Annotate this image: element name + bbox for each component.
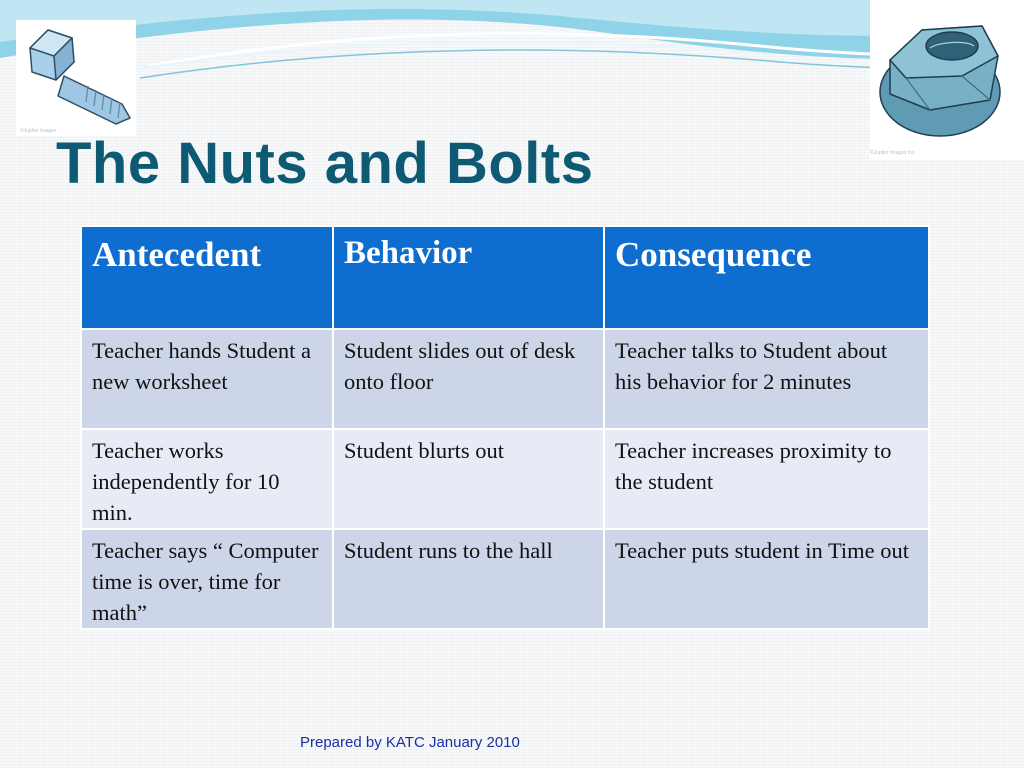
table-cell: Student runs to the hall bbox=[333, 529, 604, 629]
table-cell: Student blurts out bbox=[333, 429, 604, 529]
table-row bbox=[81, 329, 929, 429]
nut-image-credit: ©Jupiter Images Inc. bbox=[870, 150, 916, 156]
header-behavior: Behavior bbox=[333, 226, 604, 329]
table-cell: Teacher talks to Student about his behavior for 2 minutes bbox=[604, 329, 929, 429]
table-cell: Teacher increases proximity to the student bbox=[604, 429, 929, 529]
table-cell: Student slides out of desk onto floor bbox=[333, 329, 604, 429]
slide-title: The Nuts and Bolts bbox=[56, 131, 594, 196]
nut-icon bbox=[870, 0, 1024, 150]
bolt-icon bbox=[16, 20, 136, 136]
table-cell: Teacher puts student in Time out bbox=[604, 529, 929, 629]
table-cell: Teacher says “ Computer time is over, time for math” bbox=[81, 529, 333, 629]
slide-footer: Prepared by KATC January 2010 bbox=[300, 734, 520, 751]
nut-image bbox=[870, 0, 1024, 160]
table-row bbox=[81, 429, 929, 529]
bolt-image-credit: ©Jupiter Images bbox=[20, 128, 57, 134]
bolt-image bbox=[16, 20, 136, 136]
table-header-row bbox=[81, 226, 929, 329]
table-row bbox=[81, 529, 929, 629]
abc-data-table bbox=[80, 225, 930, 630]
header-consequence: Consequence bbox=[604, 226, 929, 329]
header-antecedent: Antecedent bbox=[81, 226, 333, 329]
table-cell: Teacher works independently for 10 min. bbox=[81, 429, 333, 529]
table-cell: Teacher hands Student a new worksheet bbox=[81, 329, 333, 429]
